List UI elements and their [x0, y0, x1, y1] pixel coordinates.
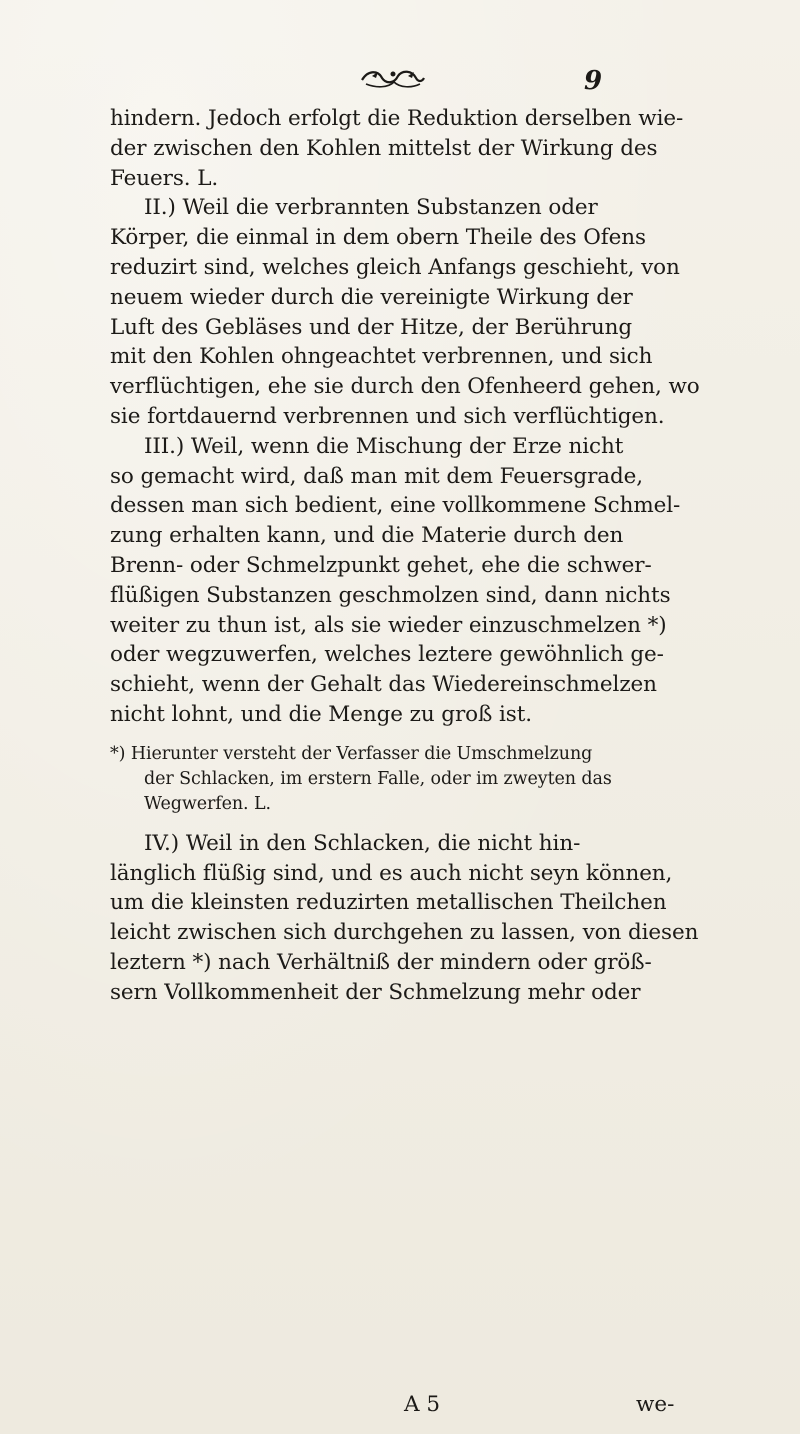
text-line: nicht lohnt, und die Menge zu groß ist.: [110, 701, 532, 727]
text-line: leztern *) nach Verhältniß der mindern oder größ-: [110, 949, 652, 975]
text-line: so gemacht wird, daß man mit dem Feuersgrade,: [110, 463, 643, 489]
paragraph-ii-start: II.) Weil die verbrannten Substanzen oder: [144, 195, 598, 221]
text-line: oder wegzuwerfen, welches leztere gewöhnlich ge-: [110, 642, 664, 668]
printers-ornament-icon: [358, 66, 428, 90]
text-line: leicht zwischen sich durchgehen zu lassen, von diesen: [110, 920, 699, 946]
text-line: der zwischen den Kohlen mittelst der Wirkung des: [110, 135, 658, 161]
text-line: reduzirt sind, welches gleich Anfangs geschieht, von: [110, 254, 680, 280]
text-line: um die kleinsten reduzirten metallischen Theilchen: [110, 890, 667, 916]
text-line: mit den Kohlen ohngeachtet verbrennen, und sich: [110, 344, 653, 370]
text-line: Brenn- oder Schmelzpunkt gehet, ehe die schwer-: [110, 552, 652, 578]
spacer: [110, 817, 720, 829]
main-text: [110, 104, 720, 1008]
text-line: schieht, wenn der Gehalt das Wiedereinschmelzen: [110, 672, 657, 698]
footnote-line: Wegwerfen. L.: [144, 793, 271, 814]
text-line: neuem wieder durch die vereinigte Wirkung der: [110, 284, 633, 310]
signature-mark: A 5: [404, 1392, 441, 1417]
text-line: sern Vollkommenheit der Schmelzung mehr oder: [110, 979, 641, 1005]
text-line: flüßigen Substanzen geschmolzen sind, dann nichts: [110, 582, 671, 608]
text-line: dessen man sich bedient, eine vollkommene Schmel-: [110, 493, 681, 519]
spacer: [110, 730, 720, 742]
footnote-line: der Schlacken, im erstern Falle, oder im zweyten das: [144, 768, 612, 789]
paragraph-iv-start: IV.) Weil in den Schlacken, die nicht hin-: [144, 830, 581, 856]
text-line: zung erhalten kann, und die Materie durch den: [110, 523, 624, 549]
page-number: 9: [584, 66, 603, 96]
text-line: weiter zu thun ist, als sie wieder einzuschmelzen *): [110, 612, 667, 638]
paragraph-iii-start: III.) Weil, wenn die Mischung der Erze nicht: [144, 433, 624, 459]
text-line: hindern. Jedoch erfolgt die Reduktion derselben wie-: [110, 106, 684, 131]
footnote-line: *) Hierunter versteht der Verfasser die Umschmelzung: [110, 743, 593, 764]
footnote: [110, 742, 720, 817]
catchword: we-: [636, 1392, 675, 1417]
text-line: Feuers. L.: [110, 165, 219, 191]
text-line: Luft des Gebläses und der Hitze, der Berührung: [110, 314, 632, 340]
text-line: Körper, die einmal in dem obern Theile des Ofens: [110, 225, 646, 251]
text-line: sie fortdauernd verbrennen und sich verflüchtigen.: [110, 403, 665, 429]
text-line: länglich flüßig sind, und es auch nicht seyn können,: [110, 860, 673, 886]
text-line: verflüchtigen, ehe sie durch den Ofenheerd gehen, wo: [110, 374, 700, 400]
